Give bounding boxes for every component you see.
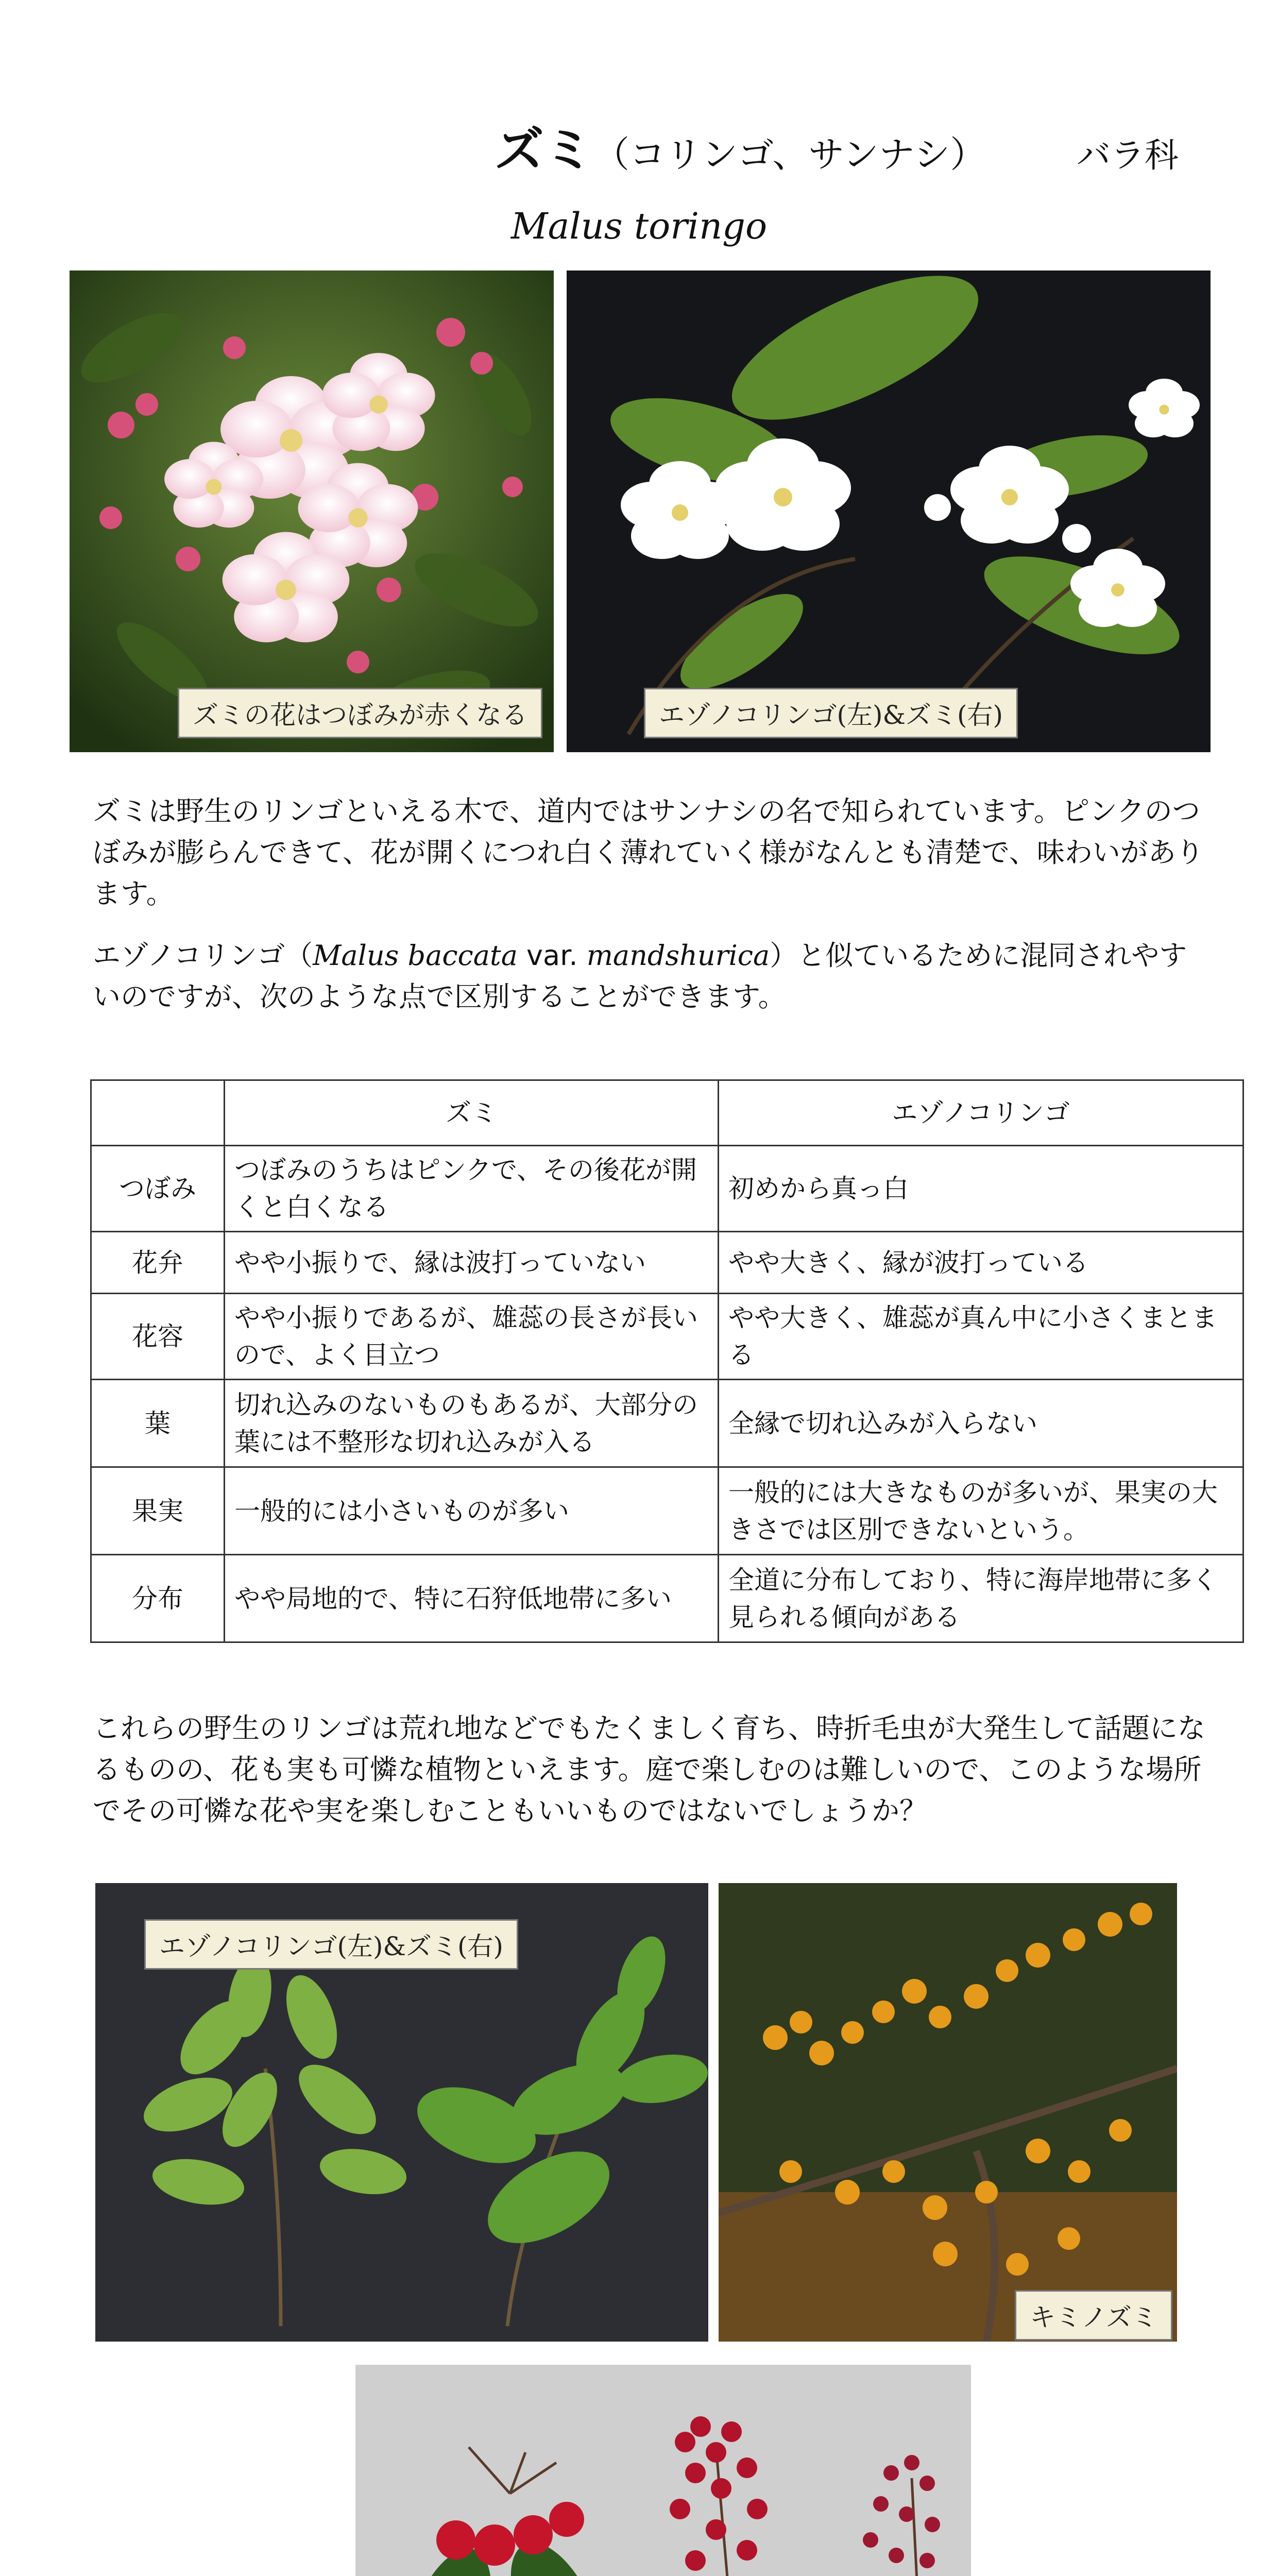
title-alt-names: （コリンゴ、サンナシ） (593, 133, 986, 176)
intro-p2-var: var. (517, 939, 587, 972)
cell-zumi: やや小振りで、縁は波打っていない (225, 1232, 719, 1294)
intro-paragraph-2 (93, 935, 1205, 1018)
page-title (495, 111, 986, 181)
table-row (91, 1146, 1243, 1232)
row-label: 花容 (91, 1294, 225, 1380)
cell-ezo: やや大きく、雄蕊が真ん中に小さくまとまる (719, 1294, 1243, 1380)
closing-paragraph: これらの野生のリンゴは荒れ地などでもたくましく育ち、時折毛虫が大発生して話題になるものの、花も実も可憐な植物といえます。庭で楽しむのは難しいので、このような場所でその可憐な花や実を楽しむこともいいものではないでしょうか？ (93, 1712, 1205, 1827)
intro-p2-text-b: ）と似ているために混同されやすいのですが、次のような点で区別することができます。 (93, 939, 1187, 1013)
caption-zumi-blossoms: ズミの花はつぼみが赤くなる (178, 688, 542, 738)
row-label: 果実 (91, 1467, 225, 1555)
comparison-table (90, 1079, 1244, 1643)
table-header-ezo: エゾノコリンゴ (719, 1080, 1243, 1146)
intro-p2-scientific-var: mandshurica (586, 939, 770, 972)
blossom-illustration (70, 270, 554, 752)
table-header-zumi: ズミ (225, 1080, 719, 1146)
white-flowers-illustration (567, 270, 1211, 752)
intro-p2-scientific: Malus baccata (313, 939, 518, 972)
cell-zumi: 一般的には小さいものが多い (225, 1467, 719, 1555)
cell-ezo: やや大きく、縁が波打っている (719, 1232, 1243, 1294)
caption-leaves-comparison: エゾノコリンゴ(左)&ズミ(右) (144, 1919, 518, 1970)
photo-zumi-blossoms (70, 270, 554, 752)
photo-fruit-comparison (355, 2365, 971, 2576)
caption-kiminozumi: キミノズミ (1015, 2290, 1172, 2341)
photo-kiminozumi (719, 1883, 1177, 2342)
fruit-illustration (355, 2365, 971, 2576)
cell-zumi: つぼみのうちはピンクで、その後花が開くと白くなる (225, 1146, 719, 1232)
table-row (91, 1380, 1243, 1467)
photo-comparison-flowers (567, 270, 1211, 752)
row-label: 分布 (91, 1555, 225, 1642)
intro-paragraph-1: ズミは野生のリンゴといえる木で、道内ではサンナシの名で知られています。ピンクのつぼみが膨らんできて、花が開くにつれ白く薄れていく様がなんとも清楚で、味わいがあります。 (93, 795, 1204, 910)
cell-zumi: やや小振りであるが、雄蕊の長さが長いので、よく目立つ (225, 1294, 719, 1380)
table-header-row (91, 1080, 1243, 1146)
cell-ezo: 全縁で切れ込みが入らない (719, 1380, 1243, 1467)
table-row (91, 1467, 1243, 1555)
scientific-name: Malus toringo (510, 205, 768, 247)
cell-ezo: 初めから真っ白 (719, 1146, 1243, 1232)
caption-comparison-flowers: エゾノコリンゴ(左)&ズミ(右) (644, 688, 1018, 738)
cell-ezo: 一般的には大きなものが多いが、果実の大きさでは区別できないという。 (719, 1467, 1243, 1555)
table-row (91, 1294, 1243, 1380)
title-main: ズミ (495, 121, 593, 179)
cell-zumi: やや局地的で、特に石狩低地帯に多い (225, 1555, 719, 1642)
row-label: 葉 (91, 1380, 225, 1467)
cell-ezo: 全道に分布しており、特に海岸地帯に多く見られる傾向がある (719, 1555, 1243, 1642)
table-row (91, 1555, 1243, 1642)
table-header-empty (91, 1080, 225, 1146)
table-row (91, 1232, 1243, 1294)
row-label: 花弁 (91, 1232, 225, 1294)
intro-p2-text-a: エゾノコリンゴ（ (93, 939, 313, 972)
berries-illustration (719, 1883, 1177, 2342)
photo-leaves-comparison (95, 1883, 708, 2342)
cell-zumi: 切れ込みのないものもあるが、大部分の葉には不整形な切れ込みが入る (225, 1380, 719, 1467)
family-name: バラ科 (1077, 135, 1179, 175)
row-label: つぼみ (91, 1146, 225, 1232)
